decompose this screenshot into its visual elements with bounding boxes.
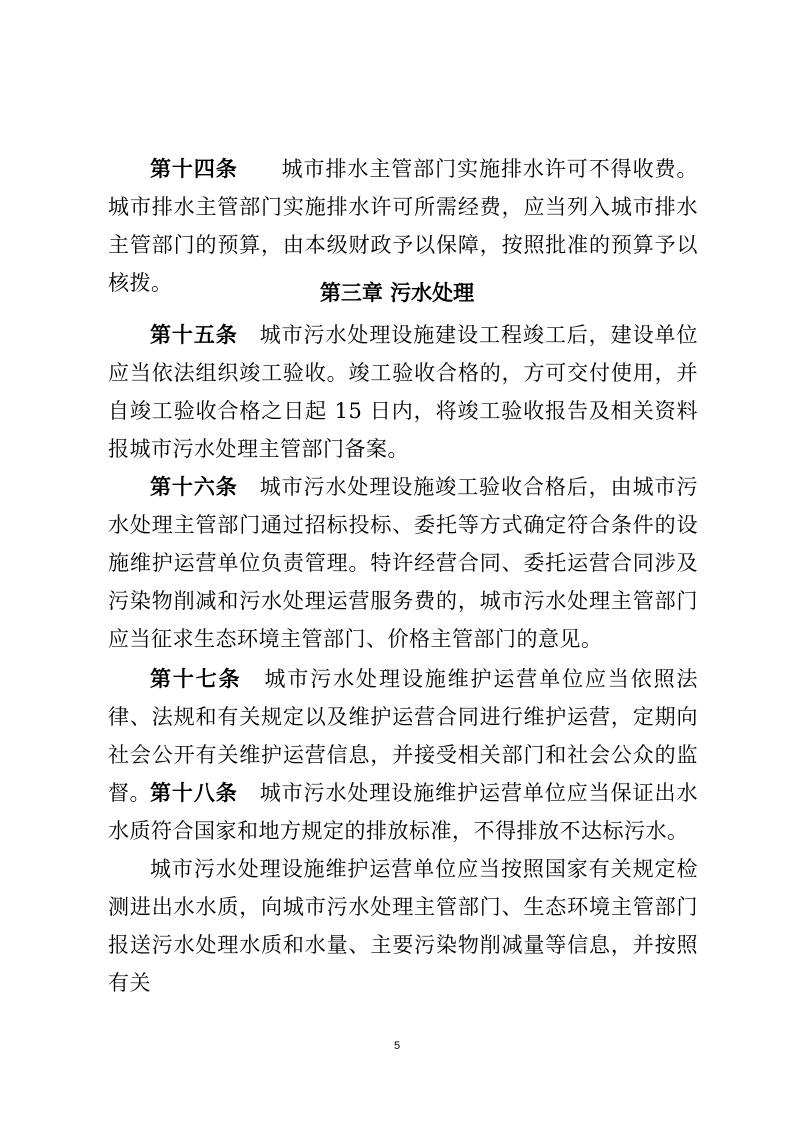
article-15: [108, 316, 698, 468]
article-text: 城市污水处理设施建设工程竣工后，建设单位应当依法组织竣工验收。竣工验收合格的，方可交付使用，并自竣工验收合格之日起 15 日内，将竣工验收报告及相关资料报城市污水处理主管部门备案。: [108, 323, 698, 461]
continuation-paragraph: 城市污水处理设施维护运营单位应当按照国家有关规定检测进出水水质，向城市污水处理主管部门、生态环境主管部门报送污水处理水质和水量、主要污染物削减量等信息，并按照有关: [108, 857, 698, 995]
chapter-title: 第三章 污水处理: [319, 281, 475, 305]
article-text: 城市污水处理设施维护运营单位应当保证出水水质符合国家和地方规定的排放标准，不得排放不达标污水。: [108, 781, 698, 843]
article-label: 第十七条: [150, 667, 242, 691]
page-number: 5: [393, 1040, 401, 1052]
article-text: 城市污水处理设施竣工验收合格后，由城市污水处理主管部门通过招标投标、委托等方式确定符合条件的设施维护运营单位负责管理。特许经营合同、委托运营合同涉及污染物削减和污水处理运营服务费的，城市污水处理主管部门应当征求生态环境主管部门、价格主管部门的意见。: [108, 475, 698, 651]
article-16: [108, 468, 698, 658]
article-text: 城市污水处理设施维护运营单位应当依照法律、法规和有关规定以及维护运营合同进行维护运营，定期向社会公开有关维护运营信息，并接受相关部门和社会公众的监督。: [108, 667, 699, 805]
article-label: 第十六条: [150, 475, 238, 499]
article-label: 第十八条: [150, 781, 238, 805]
article-18: [108, 774, 698, 850]
article-label: 第十五条: [150, 323, 238, 347]
article-label: 第十四条: [150, 157, 238, 181]
article-text: 城市排水主管部门实施排水许可不得收费。城市排水主管部门实施排水许可所需经费，应当列入城市排水主管部门的预算，由本级财政予以保障，按照批准的预算予以核拨。: [108, 157, 698, 295]
